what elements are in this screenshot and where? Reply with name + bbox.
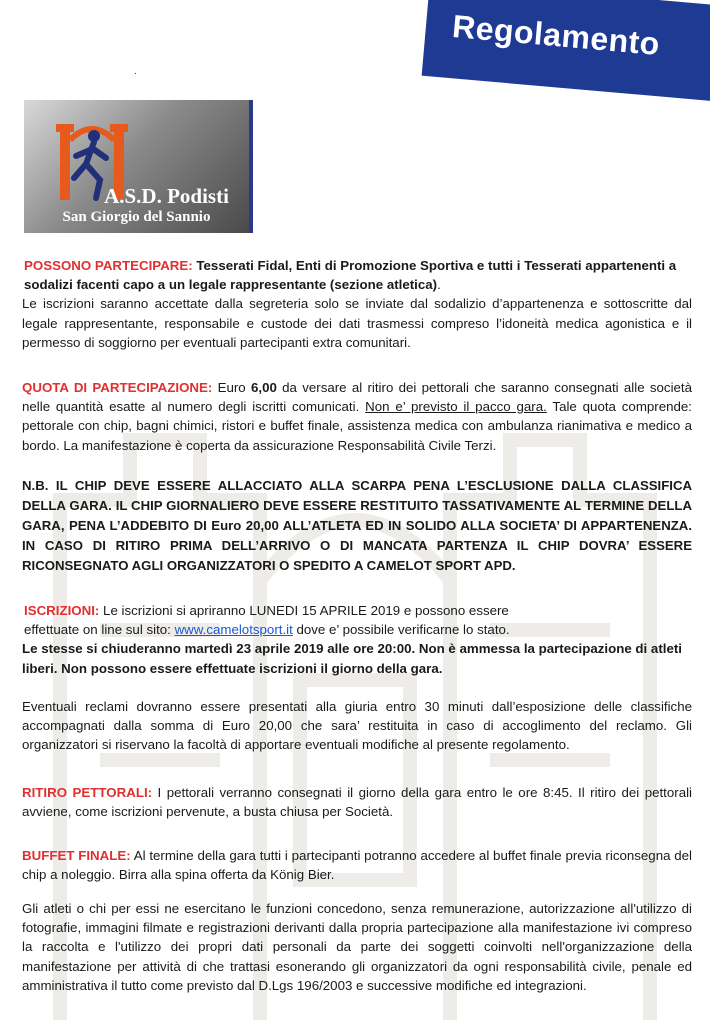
buffet-label: BUFFET FINALE: bbox=[22, 848, 131, 863]
possono-text: Le iscrizioni saranno accettate dalla segreteria solo se inviate dal sodalizio d’appartenenza e sottoscritte dal legale rappresentante, responsabile e custode dei dati trasmessi compreso l’idoneità medica agonistica e il permesso di soggiorno per eventuali partecipanti extra comunitari. bbox=[22, 296, 692, 350]
quota-no-pacco: Non e’ previsto il pacco gara. bbox=[365, 399, 547, 415]
quota-t2: da versare al ritiro dei pettorali che saranno consegnati alle società nelle quantità esatte al numero degli iscritti comunicati. bbox=[22, 380, 693, 415]
iscrizioni-t3: dove e’ possibile verificarne lo stato. bbox=[292, 622, 510, 638]
iscrizioni-t1: Le iscrizioni si apriranno LUNEDI 15 APRILE 2019 e possono essere bbox=[99, 603, 509, 618]
section-quota bbox=[22, 378, 692, 455]
possono-bold-text: Tesserati Fidal, Enti di Promozione Sportiva e tutti i Tesserati appartenenti a sodalizi facenti capo a un legale rappresentante (sezione atletica) bbox=[24, 258, 677, 293]
camelotsport-link[interactable]: www.camelotsport.it bbox=[174, 622, 293, 638]
quota-t3: Tale quota comprende: pettorale con chip, bagni chimici, ristori e buffet finale, assistenza medica con ambulanza rianimativa e medico a bordo. La manifestazione è coperta da assicurazione Responsabilità Civile Terzi. bbox=[22, 399, 692, 453]
iscrizioni-bold: Le stesse si chiuderanno martedì 23 aprile 2019 alle ore 20:00. Non è ammessa la partecipazione di atleti liberi. Non possono essere effettuate iscrizioni il giorno della gara. bbox=[22, 641, 682, 676]
possono-label: POSSONO PARTECIPARE: bbox=[24, 258, 193, 273]
stray-dot: . bbox=[134, 66, 137, 77]
iscrizioni-label: ISCRIZIONI: bbox=[24, 603, 100, 618]
club-logo bbox=[24, 100, 249, 233]
buffet-text: Al termine della gara tutti i partecipanti potranno accedere al buffet finale previa riconsegna del chip a noleggio. Birra alla spina offerta da König Bier. bbox=[22, 848, 693, 883]
iscrizioni-t2: effettuate on line sul sito: bbox=[24, 622, 175, 638]
ritiro-label: RITIRO PETTORALI: bbox=[22, 785, 153, 800]
section-ritiro bbox=[22, 783, 692, 821]
logo-club-name: A.S.D. Podisti bbox=[104, 184, 229, 208]
section-privacy: Gli atleti o chi per essi ne esercitano le funzioni concedono, senza remunerazione, autorizzazione all'utilizzo di fotografie, immagini filmate e registrazioni derivanti dalla propria partecipazione alla manifestazione ivi compreso la raccolta e l'utilizzo dei propri dati personali da parte dei soggetti coinvolti nell'organizzazione della manifestazione per attività di che trattasi esonerando gli organizzatori da ogni responsabilità civile, penale ed amministrativa il tutto come previsto dal D.Lgs 196/2003 e successive modifiche ed integrazioni. bbox=[22, 901, 692, 993]
logo-club-town: San Giorgio del Sannio bbox=[62, 209, 211, 225]
section-nb-chip: N.B. IL CHIP DEVE ESSERE ALLACCIATO ALLA SCARPA PENA L’ESCLUSIONE DALLA CLASSIFICA DELLA GARA. IL CHIP GIORNALIERO DEVE ESSERE RESTITUITO TASSATIVAMENTE AL TERMINE DELLA GARA, PENA L’ADDEBITO DI Euro 20,00 ALL’ATLETA ED IN SOLIDO ALLA SOCIETA’ DI APPARTENENZA. IN CASO DI RITIRO PRIMA DELL’ARRIVO O DI MANCATA PARTENZA IL CHIP DOVRA’ ESSERE RICONSEGNATO AGLI ORGANIZZATORI O SPEDITO A CAMELOT SPORT APD. bbox=[22, 478, 692, 573]
section-buffet bbox=[22, 846, 692, 884]
section-reclami: Eventuali reclami dovranno essere presentati alla giuria entro 30 minuti dall’esposizione delle classifiche accompagnati dalla somma di Euro 20,00 che sara’ restituita in caso di accoglimento del reclamo. Gli organizzatori si riservano la facoltà di apportare eventuali modifiche al presente regolamento. bbox=[22, 699, 692, 753]
ritiro-text: I pettorali verranno consegnati il giorno della gara entro le ore 8:45. Il ritiro dei pettorali avviene, come iscrizioni pervenute, a busta chiusa per Società. bbox=[22, 785, 693, 820]
quota-label: QUOTA DI PARTECIPAZIONE: bbox=[22, 380, 213, 395]
section-possono-partecipare bbox=[22, 256, 692, 352]
quota-amount: 6,00 bbox=[250, 380, 277, 395]
possono-bold-end: . bbox=[437, 277, 441, 293]
page-title: Regolamento bbox=[450, 8, 662, 63]
quota-t1: Euro bbox=[212, 380, 251, 395]
section-iscrizioni bbox=[22, 601, 692, 678]
